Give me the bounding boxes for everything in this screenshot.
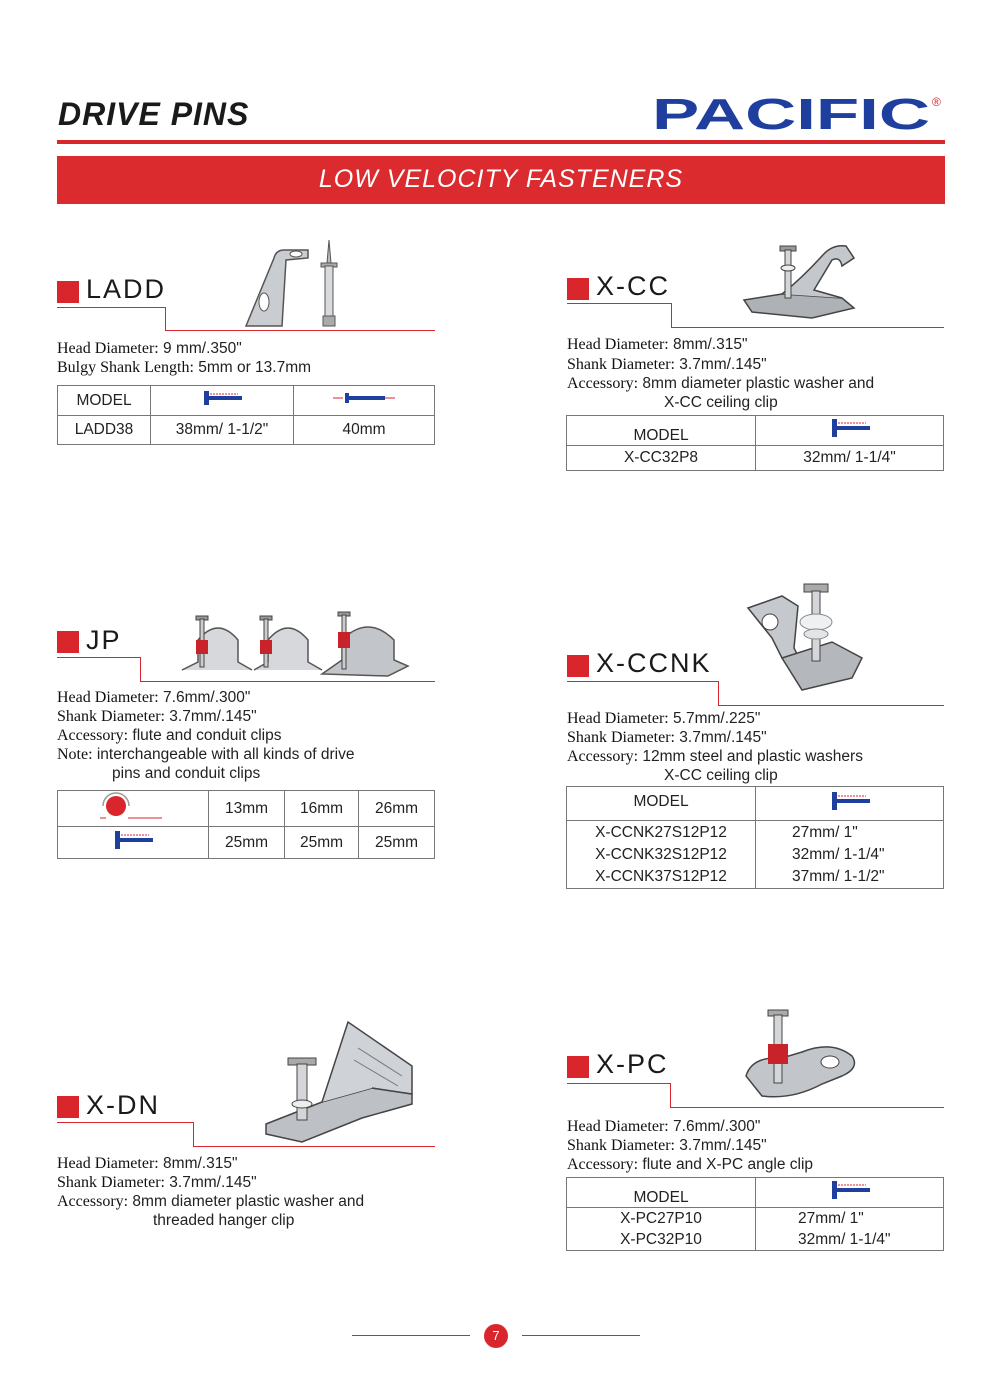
xcc-model: X-CC32P8	[567, 446, 756, 471]
xpc-model-1: X-PC27P10	[620, 1210, 702, 1227]
xpc-rule-left	[567, 1083, 670, 1084]
xpc-table	[566, 1177, 944, 1251]
xccnk-spec-3: Accessory: 12mm steel and plastic washers	[567, 748, 863, 765]
xccnk-marker	[567, 655, 589, 677]
jp-title: JP	[86, 625, 122, 655]
ladd-model-header: MODEL	[58, 386, 151, 416]
footer-rule-right	[522, 1335, 640, 1336]
page-title: DRIVE PINS	[58, 96, 250, 132]
xpc-length-2: 32mm/ 1-1/4"	[798, 1231, 891, 1248]
footer-rule-left	[352, 1335, 470, 1336]
xcc-rule-right	[671, 327, 944, 328]
jp-size-3: 26mm	[359, 791, 435, 827]
xccnk-rule-step	[718, 681, 719, 706]
xccnk-lengths	[756, 821, 944, 889]
jp-length-3: 25mm	[359, 827, 435, 859]
ladd-spec-2: Bulgy Shank Length: 5mm or 13.7mm	[57, 359, 312, 376]
jp-length-2: 25mm	[285, 827, 359, 859]
xcc-product-image	[742, 238, 862, 326]
jp-rule-step	[140, 657, 141, 682]
xccnk-length-2: 32mm/ 1-1/4"	[792, 845, 885, 863]
xpc-model-2: X-PC32P10	[620, 1231, 702, 1248]
xpc-rule-step	[670, 1083, 671, 1108]
xccnk-product-image	[742, 578, 868, 704]
jp-product-image	[178, 610, 412, 680]
xcc-table	[566, 415, 944, 471]
xpc-title: X-PC	[596, 1049, 669, 1079]
xcc-length: 32mm/ 1-1/4"	[756, 446, 944, 471]
xdn-rule-right	[193, 1146, 435, 1147]
xcc-spec-1: Head Diameter: 8mm/.315"	[567, 336, 748, 353]
xcc-spec-cont: X-CC ceiling clip	[664, 394, 778, 411]
xccnk-model-1: X-CCNK27S12P12	[595, 823, 727, 841]
xcc-spec-2: Shank Diameter: 3.7mm/.145"	[567, 356, 767, 373]
jp-size-2: 16mm	[285, 791, 359, 827]
ladd-spec-1: Head Diameter: 9 mm/.350"	[57, 340, 242, 357]
xdn-title: X-DN	[86, 1090, 160, 1120]
ladd-rule-step	[165, 307, 166, 331]
xcc-marker	[567, 278, 589, 300]
ladd-length: 38mm/ 1-1/2"	[151, 416, 294, 445]
xcc-spec-3: Accessory: 8mm diameter plastic washer and	[567, 375, 875, 392]
xcc-model-header: MODEL	[567, 416, 756, 446]
ladd-product-image	[236, 238, 356, 330]
xcc-rule-step	[671, 303, 672, 328]
brand-registered-mark: ®	[932, 95, 941, 109]
ladd-model: LADD38	[58, 416, 151, 445]
xccnk-model-2: X-CCNK32S12P12	[595, 845, 727, 863]
jp-size-1: 13mm	[209, 791, 285, 827]
xpc-models	[567, 1208, 756, 1251]
xccnk-spec-2: Shank Diameter: 3.7mm/.145"	[567, 729, 767, 746]
jp-length-1: 25mm	[209, 827, 285, 859]
xdn-product-image	[262, 1018, 418, 1144]
jp-spec-cont: pins and conduit clips	[112, 765, 261, 782]
jp-spec-4: Note: interchangeable with all kinds of drive	[57, 746, 355, 763]
xpc-lengths	[756, 1208, 944, 1251]
xcc-rule-left	[567, 303, 671, 304]
banner-text: LOW VELOCITY FASTENERS	[318, 165, 684, 193]
pin-length-icon	[756, 1178, 944, 1208]
section-banner	[57, 156, 945, 204]
pin-length-icon	[58, 827, 209, 859]
jp-rule-right	[140, 681, 435, 682]
xccnk-spec-cont: X-CC ceiling clip	[664, 767, 778, 784]
pin-overall-icon	[294, 386, 435, 416]
xccnk-model-3: X-CCNK37S12P12	[595, 867, 727, 885]
ladd-title: LADD	[86, 274, 167, 304]
xccnk-model-header: MODEL	[567, 787, 756, 821]
pin-length-icon	[756, 416, 944, 446]
xdn-marker	[57, 1096, 79, 1118]
xpc-length-1: 27mm/ 1"	[798, 1210, 864, 1227]
xpc-product-image	[742, 1006, 862, 1102]
ladd-rule-right	[165, 330, 435, 331]
xccnk-table	[566, 786, 944, 889]
pin-length-icon	[756, 787, 944, 821]
xcc-title: X-CC	[596, 271, 670, 301]
xdn-spec-1: Head Diameter: 8mm/.315"	[57, 1155, 238, 1172]
xccnk-rule-right	[718, 705, 944, 706]
jp-rule-left	[57, 657, 140, 658]
xccnk-length-1: 27mm/ 1"	[792, 823, 858, 841]
xccnk-length-3: 37mm/ 1-1/2"	[792, 867, 885, 885]
xccnk-spec-1: Head Diameter: 5.7mm/.225"	[567, 710, 761, 727]
xccnk-rule-left	[567, 681, 718, 682]
xccnk-title: X-CCNK	[596, 648, 712, 678]
xpc-marker	[567, 1056, 589, 1078]
ladd-marker	[57, 281, 79, 303]
pin-length-icon	[151, 386, 294, 416]
conduit-diameter-icon	[58, 791, 209, 827]
ladd-rule-left	[57, 307, 165, 308]
xdn-spec-2: Shank Diameter: 3.7mm/.145"	[57, 1174, 257, 1191]
jp-spec-1: Head Diameter: 7.6mm/.300"	[57, 689, 251, 706]
page-number: 7	[484, 1324, 508, 1348]
xpc-spec-1: Head Diameter: 7.6mm/.300"	[567, 1118, 761, 1135]
xdn-rule-step	[193, 1122, 194, 1147]
brand-logo	[652, 92, 944, 134]
header-rule	[57, 140, 945, 144]
xccnk-models	[567, 821, 756, 889]
jp-spec-2: Shank Diameter: 3.7mm/.145"	[57, 708, 257, 725]
ladd-second-length: 40mm	[294, 416, 435, 445]
xpc-rule-right	[670, 1107, 944, 1108]
xdn-spec-3: Accessory: 8mm diameter plastic washer and	[57, 1193, 365, 1210]
jp-table	[57, 790, 435, 859]
brand-name: PACIFIC	[652, 92, 930, 134]
xdn-spec-cont: threaded hanger clip	[153, 1212, 295, 1229]
jp-spec-3: Accessory: flute and conduit clips	[57, 727, 282, 744]
xpc-spec-3: Accessory: flute and X-PC angle clip	[567, 1156, 814, 1173]
xpc-model-header: MODEL	[567, 1178, 756, 1208]
jp-marker	[57, 631, 79, 653]
ladd-table	[57, 385, 435, 445]
xpc-spec-2: Shank Diameter: 3.7mm/.145"	[567, 1137, 767, 1154]
xdn-rule-left	[57, 1122, 193, 1123]
